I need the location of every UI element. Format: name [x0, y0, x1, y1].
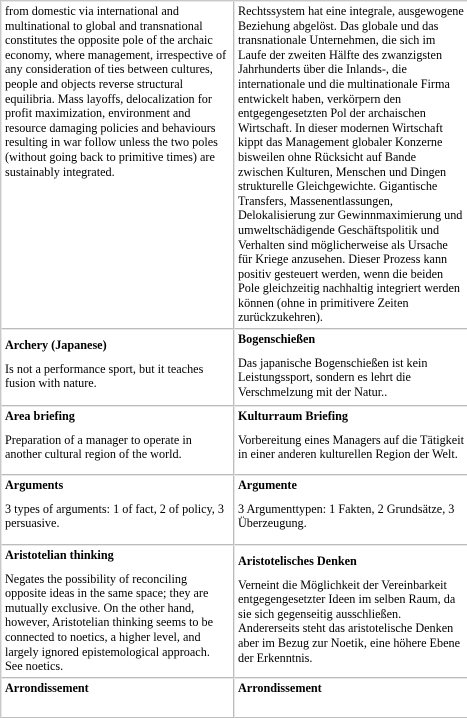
glossary-row	[1, 329, 467, 406]
german-term: Argumente	[238, 478, 297, 493]
german-term: Bogenschießen	[238, 332, 316, 347]
english-term: Aristotelian thinking	[5, 548, 114, 563]
glossary-row	[1, 1, 467, 329]
german-cell	[234, 475, 467, 545]
german-term: Kulturraum Briefing	[238, 409, 349, 424]
german-cell	[234, 406, 467, 475]
english-cell	[1, 678, 234, 718]
german-term: Arrondissement	[238, 680, 322, 695]
english-definition: from domestic via international and multinational to global and transnational constitutes the opposite pole of the archaic economy, where management, irrespective of any consideration of ties between cultures, people and objects reverse structural equilibria. Mass layoffs, delocalization for profit maximization, environment and resource damaging policies and behaviours resulting in war follow unless the two poles (without going back to primitive times) are sustainably integrated.	[5, 4, 227, 179]
english-term: Area briefing	[5, 409, 75, 424]
german-cell	[234, 1, 467, 329]
glossary-row	[1, 545, 467, 678]
english-cell	[1, 406, 234, 475]
english-definition: Is not a performance sport, but it teaches fusion with nature.	[5, 361, 204, 391]
german-definition: Das japanische Bogenschießen ist kein Leistungssport, sondern es lehrt die Verschmelzung mit der Natur..	[238, 355, 428, 399]
english-cell	[1, 545, 234, 678]
glossary-row	[1, 406, 467, 475]
english-definition: Preparation of a manager to operate in another cultural region of the world.	[5, 432, 192, 462]
glossary-row	[1, 678, 467, 718]
english-term: Arguments	[5, 478, 64, 493]
german-cell	[234, 329, 467, 406]
english-term: Arrondissement	[5, 680, 89, 695]
english-definition: Negates the possibility of reconciling opposite ideas in the same space; they are mutually exclusive. On the other hand, however, Aristotelian thinking seems to be connected to noetics, a higher level, and largely ignored epistemological approach. See noetics.	[5, 571, 214, 674]
english-cell	[1, 1, 234, 329]
english-term: Archery (Japanese)	[5, 338, 107, 353]
english-definition: 3 types of arguments: 1 of fact, 2 of policy, 3 persuasive.	[5, 501, 224, 531]
german-term: Aristotelisches Denken	[238, 554, 357, 569]
german-definition: 3 Argumenttypen: 1 Fakten, 2 Grundsätze, 3 Überzeugung.	[238, 501, 455, 531]
german-cell	[234, 678, 467, 718]
german-cell	[234, 545, 467, 678]
german-definition: Verneint die Möglichkeit der Vereinbarkeit entgegengesetzter Ideen im selben Raum, da sie sich gegenseitig ausschließen. Andererseits steht das aristotelische Denken aber im Bezug zur Noetik, eine höhere Ebene der Erkenntnis.	[238, 577, 460, 665]
english-cell	[1, 329, 234, 406]
english-cell	[1, 475, 234, 545]
german-definition: Vorbereitung eines Managers auf die Tätigkeit in einer anderen kulturellen Region der Welt.	[238, 432, 464, 462]
glossary-row	[1, 475, 467, 545]
german-definition: Rechtssystem hat eine integrale, ausgewogene Beziehung abgelöst. Das globale und das transnationale Unternehmen, die sich im Laufe der zweiten Hälfte des zwanzigsten Jahrhunderts über die Inlands-, die internationale und die multinationale Firma entwickelt haben, verkörpern den entgegengesetzten Pol der archaischen Wirtschaft. In dieser modernen Wirtschaft kippt das Management globaler Konzerne bisweilen ohne Rücksicht auf Bande zwischen Kulturen, Menschen und Dingen strukturelle Gleichgewichte. Gigantische Transfers, Massenentlassungen, Delokalisierung zur Gewinnmaximierung und umweltschädigende Geschäftspolitik und Verhalten sind möglicherweise als Ursache für Kriege anzusehen. Dieser Prozess kann positiv gesteuert werden, wenn die beiden Pole gleichzeitig nachhaltig integriert werden können (ohne in primitivere Zeiten zurückzukehren).	[238, 4, 464, 325]
